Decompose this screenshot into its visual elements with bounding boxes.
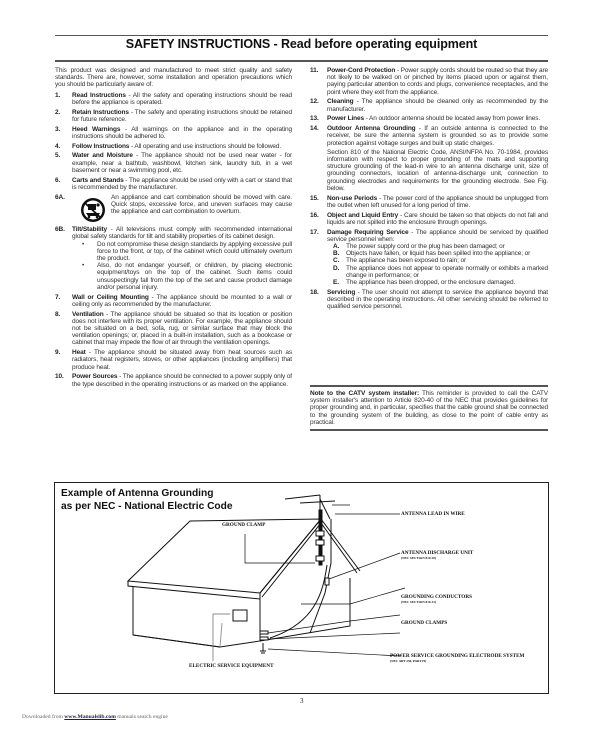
item-heading: Outdoor Antenna Grounding [327,125,416,133]
item-text: - The power cord of the appliance should be unplugged from the outlet when left unused for a long period of time. [327,194,548,209]
note-rule-bottom [310,429,548,431]
label-electric-service-equipment: ELECTRIC SERVICE EQUIPMENT [189,663,274,669]
item-heading: Non-use Periods [327,194,378,202]
list-item [310,195,548,209]
item-heading: Tilt/Stability [72,226,108,234]
item-text: - Power supply cords should be routed so that they are not likely to be walked on or pinched by items placed upon or against them, paying particular attention to cords and plugs, convenience receptacles, and the point where they exit from the appliance. [327,67,549,96]
sub-item-letter: C. [333,257,340,265]
item-text: - The appliance should be situated away from heat sources such as radiators, heat registers, stoves, or other appliances (including amplifiers) that produce heat. [72,349,292,371]
sub-item-letter: D. [333,264,340,272]
list-item [310,115,548,122]
item-number: 12. [310,98,319,106]
item-number: 9. [55,349,61,357]
label-ground-clamps: GROUND CLAMPS [401,620,448,626]
page-title: SAFETY INSTRUCTIONS - Read before operating equipment [125,37,478,51]
item-heading: Heat [72,349,86,357]
item-number: 1. [55,91,61,99]
title-rule-top [55,35,548,36]
list-item [310,289,548,311]
list-item [55,126,292,140]
list-item [55,294,292,308]
item-text: - All operating and use instructions should be followed. [129,142,282,150]
item-number: 14. [310,125,319,133]
item-text: - The appliance should be serviced by qualified service personnel when: [327,228,548,243]
item-heading: Power Lines [327,115,364,123]
item-heading: Follow Instructions [72,142,130,150]
item-text: - All the safety and operating instructions should be read before the appliance is operated. [72,91,293,106]
list-item-6a [55,194,292,224]
list-item [310,229,548,287]
item-heading: Wall or Ceiling Mounting [72,293,149,301]
label-reference: (NEC ART 250, PART H) [390,659,426,663]
item-heading: Power-Cord Protection [327,67,396,74]
bullet-item [80,241,292,263]
left-column [55,67,292,390]
item-heading: Power Sources [72,373,118,381]
diagram-title-line1: Example of Antenna Grounding [61,488,214,499]
sub-item [333,243,548,250]
title-rule-bottom [55,60,548,62]
label-text: GROUNDING CONDUCTORS [401,594,472,600]
item-number: 7. [55,293,61,301]
item-number: 17. [310,228,319,236]
label-text: POWER SERVICE GROUNDING ELECTRODE SYSTEM [390,653,525,659]
label-grounding-conductors [401,594,472,604]
list-item [55,143,292,150]
footer-suffix: manuals search engine [115,714,168,720]
item-number: 13. [310,115,319,123]
list-item [55,373,292,387]
item-number: 16. [310,211,319,219]
item-text: - The appliance should be situated so that its location or position does not interfere with its proper ventilation. For example, the appliance should not be situated on a bed, sofa, rug, or similar surface that may block the ventilation openings; or, placed in a built-in installation, such as a bookcase or cabinet that may impede the flow of air through the ventilation openings. [72,310,292,347]
item-number: 18. [310,288,319,296]
item-heading: Ventilation [72,310,104,318]
bullet-icon: • [82,240,85,248]
item-heading: Damage Requiring Service [327,228,409,236]
item-heading: Object and Liquid Entry [327,211,399,219]
item-heading: Carts and Stands [72,176,124,184]
item-number: 6B. [55,226,65,234]
bullet-icon: • [82,262,85,270]
label-antenna-discharge-unit [401,550,473,560]
sub-item-text: Objects have fallen, or liquid has been spilled into the appliance; or [346,250,531,258]
item-text: - The user should not attempt to service the appliance beyond that described in the operating instructions. All other servicing should be referred to qualified service personnel. [327,288,548,311]
label-reference: (NEC SECTION 810-21) [401,600,436,604]
item-number: 10. [55,373,64,381]
item-text: - The safety and operating instructions should be retained for future reference. [72,108,292,123]
item-heading: Read Instructions [72,91,126,99]
item-text: - All warnings on the appliance and in the operating instructions should be adhered to. [72,125,292,140]
list-item [55,349,292,371]
label-antenna-lead-in-wire: ANTENNA LEAD IN WIRE [401,511,465,517]
item-text: - An outdoor antenna should be located away from power lines. [363,115,541,123]
label-power-service-grounding [390,653,524,663]
diagram-title-line2: as per NEC - National Electric Code [61,501,233,512]
item-text: - All televisions must comply with recommended international global safety standards for tilt and stability properties of its cabinet design. [72,226,292,241]
list-item [55,92,292,106]
item-text: - The appliance should be connected to a power supply only of the type described in the operating instructions or as marked on the appliance. [72,373,292,388]
item-number: 4. [55,142,61,150]
list-item [310,212,548,226]
item-14-paragraph: Section 810 of the National Electric Code, ANSI/NFPA No. 70-1984, provides information with respect to proper grounding of the mats and supporting structure grounding of the lead-in wire to an antenna discharge unit, size of grounding connectors, location of antenna-discharge unit, connection to grounding electrodes and requirements for the grounding electrode. See Fig. below. [327,148,548,192]
list-item [310,67,548,96]
page-number: 3 [300,697,304,705]
list-item [55,177,292,191]
sub-item [333,257,548,264]
label-reference: (NEC SECTION 810-20) [401,556,436,560]
list-item [55,311,292,347]
item-number: 8. [55,310,61,318]
list-item [310,125,548,192]
intro-paragraph: This product was designed and manufactured to meet strict quality and safety standards. There are, however, some installation and operation precautions which you should be particularly aware of. [55,67,292,89]
item-number: 15. [310,194,319,202]
item-text: - The appliance should not be used near water - for example, near a bathtub, washbowl, kitchen sink, laundry tub, in a wet basement or near a swimming pool, etc. [72,152,292,174]
antenna-grounding-diagram [54,482,549,694]
bullet-text: Do not compromise these design standards by applying excessive pull force to the front, or top, of the cabinet which could ultimately overturn the product. [97,240,292,263]
list-item [55,226,292,291]
item-number: 6. [55,176,61,184]
label-ground-clamp: GROUND CLAMP [222,522,266,528]
download-footer [22,714,168,720]
note-rule-top [310,385,548,387]
item-text: - The appliance should be cleaned only as recommended by the manufacturer. [327,98,548,113]
item-text: - The appliance should be used only with a cart or stand that is recommended by the manufacturer. [72,176,292,191]
sub-item-letter: A. [333,243,340,251]
catv-note [310,390,548,426]
sub-item [333,250,548,257]
list-item [55,109,292,123]
sub-item [333,265,548,279]
sub-item-letter: B. [333,250,340,258]
list-item [310,98,548,112]
item-heading: Retain Instructions [72,108,129,116]
sub-item-text: The appliance does not appear to operate normally or exhibits a marked change in performance; or [346,264,548,279]
bullet-text: Also, do not endanger yourself, or children, by placing electronic equipment/toys on the top of the cabinet. Such items could unsuspectingly fall from the top of the set and cause product damage and/or personal injury. [97,262,292,291]
item-heading: Servicing [327,288,356,296]
sub-item-letter: E. [333,279,339,287]
item-text: An appliance and cart combination should be moved with care. Quick stops, excessive force, and uneven surfaces may cause the appliance and cart combination to overturn. [111,193,292,216]
item-number: 5. [55,152,61,160]
item-text: - If an outside antenna is connected to the receiver, be sure the antenna system is grounded so as to provide some protection against voltage surges and built up static charges. [327,125,548,147]
bullet-item [80,262,292,291]
item-heading: Heed Warnings [72,125,121,133]
label-text: ANTENNA DISCHARGE UNIT [401,550,474,556]
item-number: 3. [55,125,61,133]
item-text: - Care should be taken so that objects do not fall and liquids are not spilled into the enclosure through openings. [327,211,548,226]
sub-item-text: The appliance has been dropped, or the enclosure damaged. [346,279,516,287]
item-text: - The appliance should be mounted to a wall or ceiling only as recommended by the manufacturer. [72,293,292,308]
item-number: 2. [55,108,61,116]
item-heading: Water and Moisture [72,152,133,160]
list-item [55,152,292,174]
manualslib-link[interactable]: www.Manualslib.com [64,714,116,720]
sub-item [333,279,548,286]
footer-prefix: Downloaded from [22,714,65,720]
note-heading: Note to the CATV system installer: [310,390,419,397]
sub-item-text: The power supply cord or the plug has been damaged; or [346,243,505,251]
note-text: This reminder is provided to call the CATV system installer's attention to Article 820-40 of the NEC that provides guidelines for proper grounding and, in particular, specifies that the cable ground shall be connected to the grounding system of the building, as close to the point of cable entry as practical. [310,390,548,426]
item-number: 11. [310,67,319,74]
right-column [310,67,548,313]
item-heading: Cleaning [327,98,354,106]
item-number: 6A. [55,193,65,201]
sub-item-text: The appliance has been exposed to rain; or [346,257,466,265]
